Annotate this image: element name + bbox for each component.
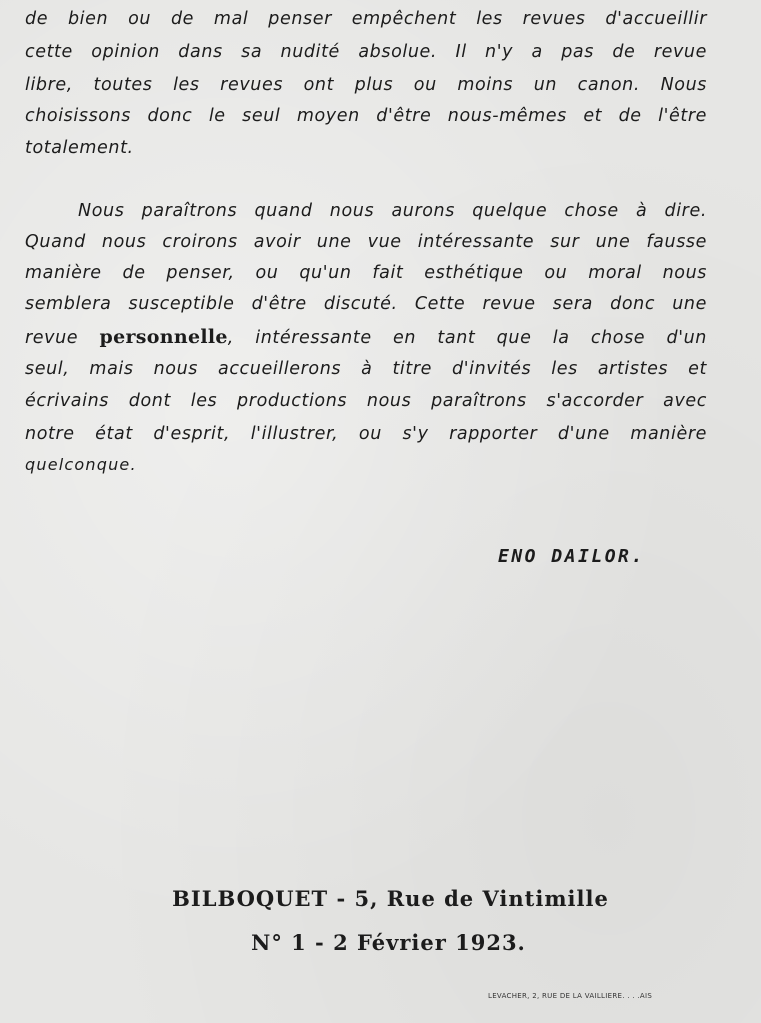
text-line: Nous paraîtrons quand nous aurons quelque chose à dire. [78,201,707,221]
text-fragment: revue [25,328,100,348]
text-line: semblera susceptible d'être discuté. Cette revue sera donc une [25,294,707,314]
text-line: totalement. [25,138,134,158]
printer-credit: LEVACHER, 2, RUE DE LA VAILLIERE. . . .AIS [488,992,653,1000]
emphasized-word: personnelle [99,326,228,348]
text-line: Quand nous croirons avoir une vue intéressante sur une fausse [25,232,707,252]
issue-date: N° 1 - 2 Février 1923. [251,930,526,955]
author-signature: ENO DAILOR. [498,546,645,567]
publisher-address: BILBOQUET - 5, Rue de Vintimille [172,886,609,911]
text-line: quelconque. [25,455,137,474]
text-line: seul, mais nous accueillerons à titre d'invités les artistes et [25,359,707,379]
text-line: écrivains dont les productions nous paraîtrons s'accorder avec [25,391,707,411]
text-fragment: , intéressante en tant que la chose d'un [227,328,707,348]
text-line [25,327,707,348]
text-line: choisissons donc le seul moyen d'être nous-mêmes et de l'être [25,106,707,126]
text-line: de bien ou de mal penser empêchent les revues d'accueillir [25,9,707,29]
text-line: cette opinion dans sa nudité absolue. Il n'y a pas de revue [25,42,707,62]
text-line: notre état d'esprit, l'illustrer, ou s'y rapporter d'une manière [25,424,707,444]
text-line: manière de penser, ou qu'un fait esthétique ou moral nous [25,263,707,283]
text-line: libre, toutes les revues ont plus ou moins un canon. Nous [25,75,707,95]
